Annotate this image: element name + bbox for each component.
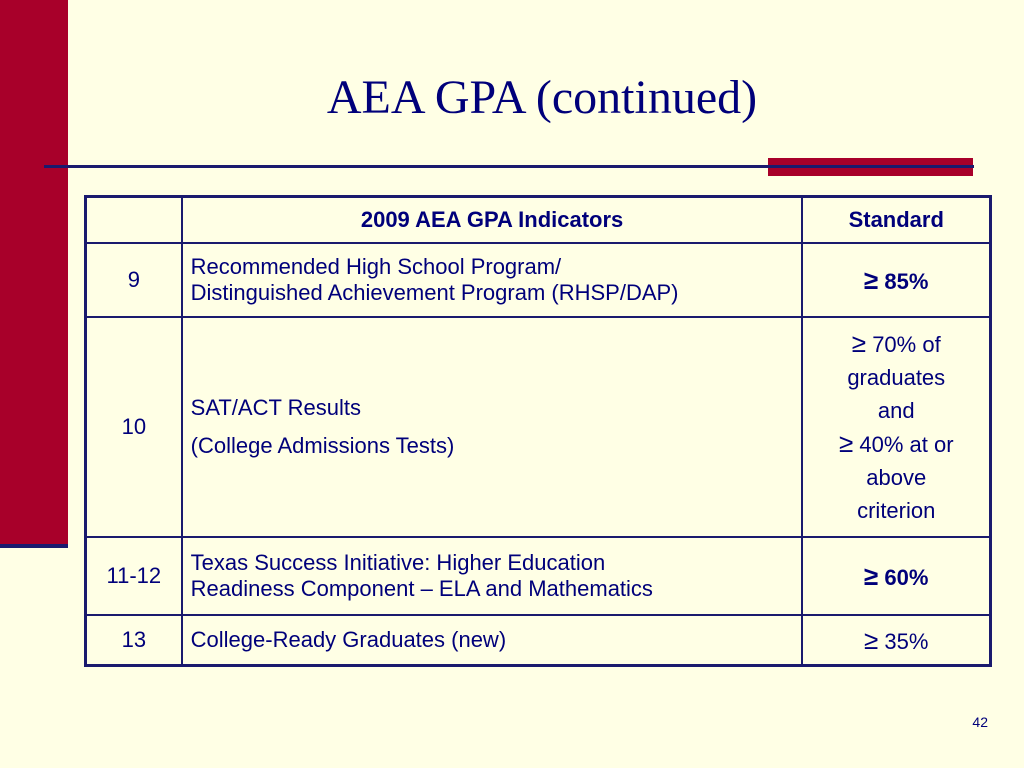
row-standard: [802, 243, 990, 317]
standard-line: graduates: [847, 365, 946, 390]
standard-value: 60%: [884, 564, 929, 590]
indicator-line: Distinguished Achievement Program (RHSP/DAP): [190, 280, 679, 305]
greater-equal-symbol: ≥: [864, 560, 879, 591]
standard-line: criterion: [857, 498, 936, 523]
row-standard: [802, 615, 990, 666]
page-number: 42: [972, 714, 988, 730]
standard-line: and: [877, 398, 915, 423]
header-standard: Standard: [802, 197, 990, 244]
row-number: 9: [86, 243, 182, 317]
table-header-row: [86, 197, 991, 244]
standard-value: 35%: [884, 628, 929, 654]
row-number: 13: [86, 615, 182, 666]
row-indicator: [182, 537, 803, 615]
left-accent-bar-edge: [0, 544, 68, 548]
greater-equal-symbol: ≥: [851, 328, 867, 358]
indicator-line: (College Admissions Tests): [190, 433, 455, 458]
row-indicator: [182, 317, 803, 537]
row-standard: [802, 317, 990, 537]
header-indicators: 2009 AEA GPA Indicators: [182, 197, 803, 244]
greater-equal-symbol: ≥: [864, 264, 879, 295]
row-standard: [802, 537, 990, 615]
indicator-line: Recommended High School Program/: [190, 254, 562, 279]
indicator-line: Texas Success Initiative: Higher Education: [190, 550, 606, 575]
indicator-line: Readiness Component – ELA and Mathematics: [190, 576, 653, 601]
indicator-line: College-Ready Graduates (new): [190, 627, 507, 652]
title-rule-accent-line: [768, 165, 973, 168]
table-row: [86, 243, 991, 317]
row-number: 11-12: [86, 537, 182, 615]
standard-line: 70% of: [872, 332, 941, 357]
header-number: [86, 197, 182, 244]
standard-line: above: [866, 465, 927, 490]
standard-line: 40% at or: [859, 432, 954, 457]
greater-equal-symbol: ≥: [838, 428, 854, 458]
table-row: [86, 317, 991, 537]
standard-value: 85%: [884, 268, 929, 294]
row-indicator: [182, 243, 803, 317]
table-row: [86, 615, 991, 666]
indicator-line: SAT/ACT Results: [190, 395, 361, 420]
row-indicator: [182, 615, 803, 666]
table-row: [86, 537, 991, 615]
row-number: 10: [86, 317, 182, 537]
greater-equal-symbol: ≥: [864, 624, 879, 655]
slide-title: AEA GPA (continued): [326, 71, 758, 124]
indicators-table: [84, 195, 992, 667]
